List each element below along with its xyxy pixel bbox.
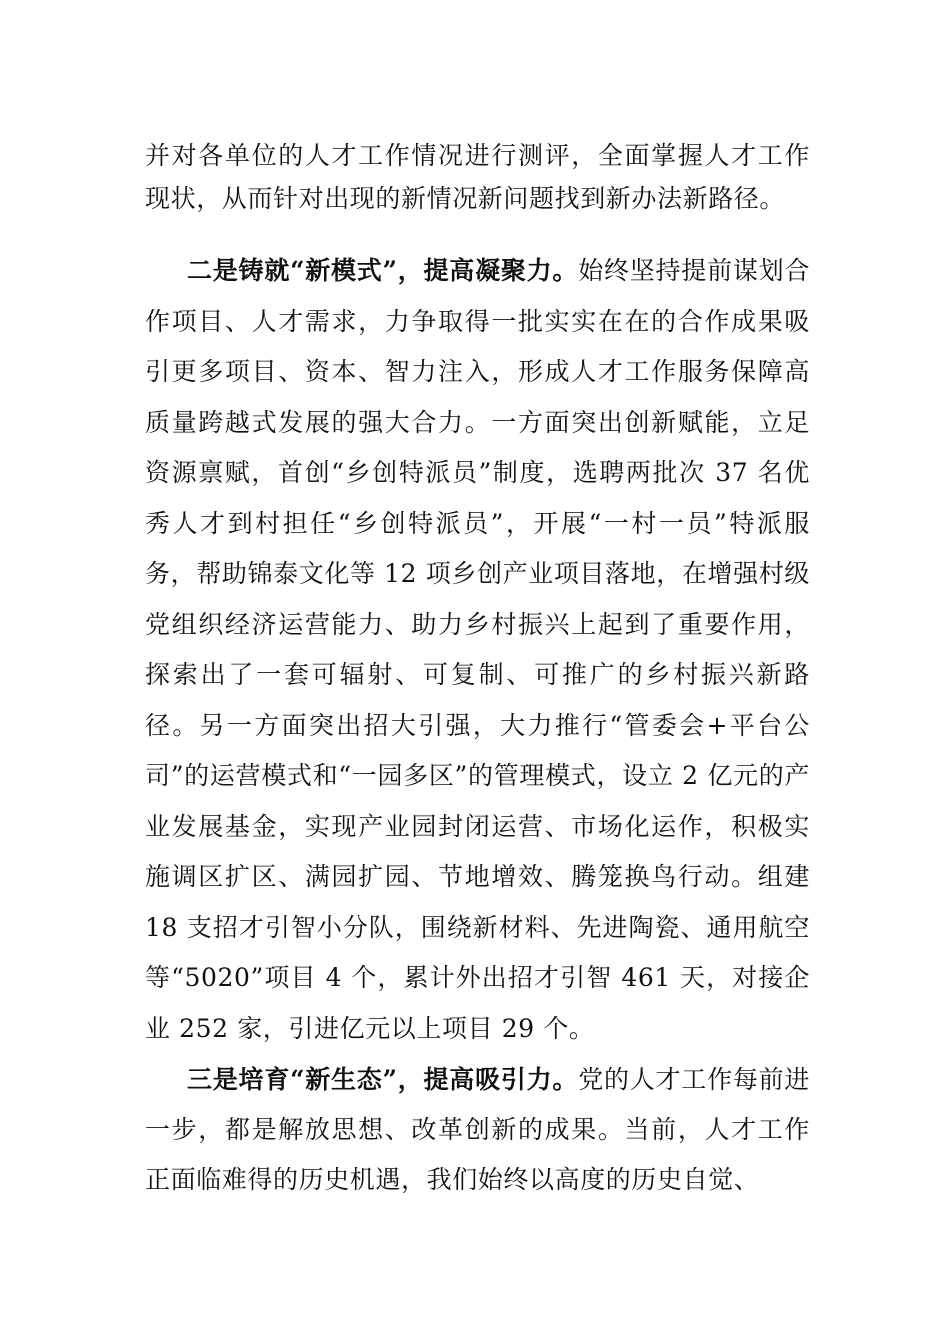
paragraph-heading: 三是培育“新生态”，提高吸引力。 (187, 1065, 579, 1094)
paragraph-body: 并对各单位的人才工作情况进行测评，全面掌握人才工作现状，从而针对出现的新情况新问题找到新办法新路径。 (145, 141, 810, 213)
paragraph-body: 始终坚持提前谋划合作项目、人才需求，力争取得一批实实在在的合作成果吸引更多项目、资本、智力注入，形成人才工作服务保障高质量跨越式发展的强大合力。一方面突出创新赋能，立足资源禀赋，首创“乡创特派员”制度，选聘两批次 37 名优秀人才到村担任“乡创特派员”，开展“一村一员”特派服务，帮助锦泰文化等 12 项乡创产业项目落地，在增强村级党组织经济运营能力、助力乡村振兴上起到了重要作用，探索出了一套可辐射、可复制、可推广的乡村振兴新路径。另一方面突出招大引强，大力推行“管委会+平台公司”的运营模式和“一园多区”的管理模式，设立 2 亿元的产业发展基金，实现产业园封闭运营、市场化运作，积极实施调区扩区、满园扩园、节地增效、腾笼换鸟行动。组建 18 支招才引智小分队，围绕新材料、先进陶瓷、通用航空等“5020”项目 4 个，累计外出招才引智 461 天，对接企业 252 家，引进亿元以上项目 29 个。 (145, 256, 810, 1043)
paragraph-body: 党的人才工作每前进一步，都是解放思想、改革创新的成果。当前，人才工作正面临难得的历史机遇，我们始终以高度的历史自觉、 (145, 1065, 810, 1194)
paragraph-new-model (145, 246, 810, 1054)
paragraph-heading: 二是铸就“新模式”，提高凝聚力。 (187, 256, 579, 285)
paragraph-new-ecology (145, 1055, 810, 1205)
paragraph-continuation (145, 134, 810, 220)
